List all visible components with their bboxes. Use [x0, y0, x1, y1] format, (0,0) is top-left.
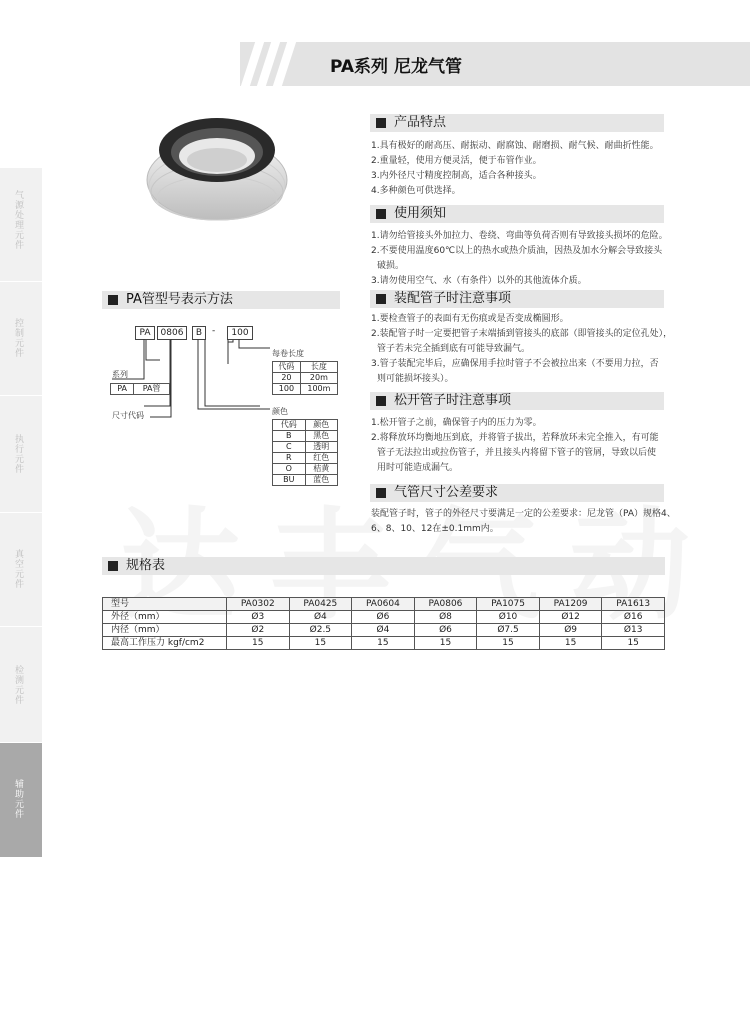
table-cell: Ø2 — [227, 624, 290, 637]
side-tab-air-treatment[interactable] — [0, 168, 42, 282]
table-cell: PA管 — [134, 384, 170, 395]
table-cell: Ø6 — [414, 624, 477, 637]
length-table — [272, 361, 338, 395]
table-header: PA0806 — [414, 598, 477, 611]
section-header-release — [370, 392, 664, 410]
table-header: PA1209 — [539, 598, 602, 611]
section-title: 装配管子时注意事项 — [394, 291, 512, 306]
table-cell: PA — [111, 384, 134, 395]
table-cell: Ø13 — [602, 624, 665, 637]
table-cell: 15 — [414, 637, 477, 650]
section-title: 产品特点 — [394, 115, 447, 130]
list-item: 2.将释放环均衡地压到底，并将管子拔出，若释放环未完全推入，有可能 — [371, 433, 659, 443]
code-part-color: B — [192, 326, 206, 340]
side-tab-label: 检测元件 — [13, 665, 23, 705]
section-header-model-code — [102, 291, 340, 309]
code-part-series: PA — [135, 326, 155, 340]
section-header-spec — [102, 557, 665, 575]
table-cell: 透明 — [305, 442, 338, 453]
table-cell: 20 — [273, 373, 301, 384]
features-list — [371, 139, 659, 199]
table-cell: 15 — [289, 637, 352, 650]
list-item: 则可能损坏接头）。 — [377, 374, 454, 384]
code-part-length: 100 — [227, 326, 253, 340]
table-row — [103, 624, 665, 637]
table-row — [103, 611, 665, 624]
table-cell: Ø8 — [414, 611, 477, 624]
table-cell: 内径（mm） — [103, 624, 227, 637]
color-table — [272, 419, 338, 486]
table-header: PA1613 — [602, 598, 665, 611]
table-cell: 红色 — [305, 453, 338, 464]
table-cell: 100 — [273, 384, 301, 395]
list-item: 3.内外径尺寸精度控制高，适合各种接头。 — [371, 171, 542, 181]
side-tab-label: 辅助元件 — [13, 779, 23, 819]
section-header-features — [370, 114, 664, 132]
list-item: 2.不要使用温度60℃以上的热水或热介质油，因热及加水分解会导致接头 — [371, 246, 663, 256]
list-item: 装配管子时，管子的外径尺寸要满足一定的公差要求：尼龙管（PA）规格4、 — [371, 509, 676, 519]
side-tab-actuator[interactable] — [0, 396, 42, 513]
table-header: 颜色 — [305, 420, 338, 431]
table-row — [103, 637, 665, 650]
side-tab-label: 气源处理元件 — [13, 190, 23, 250]
list-item: 6、8、10、12在±0.1mm内。 — [371, 524, 499, 534]
table-cell: 15 — [477, 637, 540, 650]
list-item: 破损。 — [377, 261, 405, 271]
table-cell: O — [273, 464, 306, 475]
table-header: PA0302 — [227, 598, 290, 611]
table-header: 代码 — [273, 420, 306, 431]
release-list — [371, 416, 659, 476]
table-cell: 蓝色 — [305, 475, 338, 486]
table-header: PA1075 — [477, 598, 540, 611]
side-tab-label: 执行元件 — [13, 434, 23, 474]
table-cell: Ø2.5 — [289, 624, 352, 637]
table-cell: Ø6 — [352, 611, 415, 624]
table-cell: 15 — [352, 637, 415, 650]
notice-list — [371, 229, 668, 289]
table-cell: B — [273, 431, 306, 442]
table-cell: Ø9 — [539, 624, 602, 637]
code-part-dash: - — [212, 326, 216, 336]
list-item: 3.请勿使用空气、水（有条件）以外的其他流体介质。 — [371, 276, 587, 286]
section-header-install — [370, 290, 664, 308]
section-title: 松开管子时注意事项 — [394, 393, 512, 408]
table-cell: 15 — [227, 637, 290, 650]
page-title: PA系列 尼龙气管 — [330, 57, 462, 77]
side-tab-detection[interactable] — [0, 627, 42, 743]
table-header: 型号 — [103, 598, 227, 611]
size-code-label: 尺寸代码 — [112, 411, 144, 420]
table-cell: 100m — [300, 384, 337, 395]
section-title: 使用须知 — [394, 206, 447, 221]
list-item: 4.多种颜色可供选择。 — [371, 186, 461, 196]
table-header-row — [103, 598, 665, 611]
table-cell: Ø16 — [602, 611, 665, 624]
series-label: 系列 — [112, 370, 128, 379]
section-title: 气管尺寸公差要求 — [394, 485, 499, 500]
side-tab-control[interactable] — [0, 282, 42, 396]
table-header: PA0604 — [352, 598, 415, 611]
length-label: 每卷长度 — [272, 349, 304, 358]
table-cell: 15 — [539, 637, 602, 650]
table-header: 代码 — [273, 362, 301, 373]
side-tab-vacuum[interactable] — [0, 513, 42, 627]
table-cell: 15 — [602, 637, 665, 650]
table-header: PA0425 — [289, 598, 352, 611]
list-item: 用时可能造成漏气。 — [377, 463, 459, 473]
table-cell: 桔黄 — [305, 464, 338, 475]
list-item: 1.请勿给管接头外加拉力、卷绕、弯曲等负荷否则有导致接头损坏的危险。 — [371, 231, 668, 241]
list-item: 2.重量轻，使用方便灵活，便于布管作业。 — [371, 156, 542, 166]
table-cell: Ø3 — [227, 611, 290, 624]
table-cell: 黑色 — [305, 431, 338, 442]
section-header-tolerance — [370, 484, 664, 502]
code-part-size: 0806 — [157, 326, 187, 340]
spec-table — [102, 597, 665, 650]
color-label: 颜色 — [272, 407, 288, 416]
tolerance-text — [371, 507, 676, 537]
section-title: 规格表 — [126, 558, 166, 573]
nylon-tube-coil-image — [145, 112, 290, 224]
table-cell: Ø4 — [352, 624, 415, 637]
list-item: 管子无法拉出或拉伤管子，并且接头内将留下管子的管屑，导致以后使 — [377, 448, 657, 458]
table-cell: 外径（mm） — [103, 611, 227, 624]
side-tab-label: 控制元件 — [13, 318, 23, 358]
list-item: 1.松开管子之前，确保管子内的压力为零。 — [371, 418, 542, 428]
section-title: PA管型号表示方法 — [126, 292, 233, 307]
list-item: 1.具有极好的耐高压、耐振动、耐腐蚀、耐磨损、耐气候、耐曲折性能。 — [371, 141, 659, 151]
table-cell: Ø7.5 — [477, 624, 540, 637]
list-item: 1.要检查管子的表面有无伤痕或是否变成椭圆形。 — [371, 314, 569, 324]
list-item: 管子若未完全插到底有可能导致漏气。 — [377, 344, 531, 354]
section-header-notice — [370, 205, 664, 223]
table-cell: Ø10 — [477, 611, 540, 624]
list-item: 2.装配管子时一定要把管子末端插到管接头的底部（即管接头的定位孔处）， — [371, 329, 673, 339]
table-cell: 最高工作压力 kgf/cm2 — [103, 637, 227, 650]
header-bar — [240, 42, 750, 86]
side-tab-auxiliary[interactable] — [0, 743, 42, 858]
table-cell: BU — [273, 475, 306, 486]
table-cell: C — [273, 442, 306, 453]
table-header: 长度 — [300, 362, 337, 373]
table-cell: Ø4 — [289, 611, 352, 624]
table-cell: R — [273, 453, 306, 464]
series-table — [110, 383, 170, 395]
table-cell: Ø12 — [539, 611, 602, 624]
list-item: 3.管子装配完毕后，应确保用手拉时管子不会被拉出来（不要用力拉，否 — [371, 359, 659, 369]
table-cell: 20m — [300, 373, 337, 384]
install-list — [371, 312, 672, 387]
side-tab-label: 真空元件 — [13, 549, 23, 589]
